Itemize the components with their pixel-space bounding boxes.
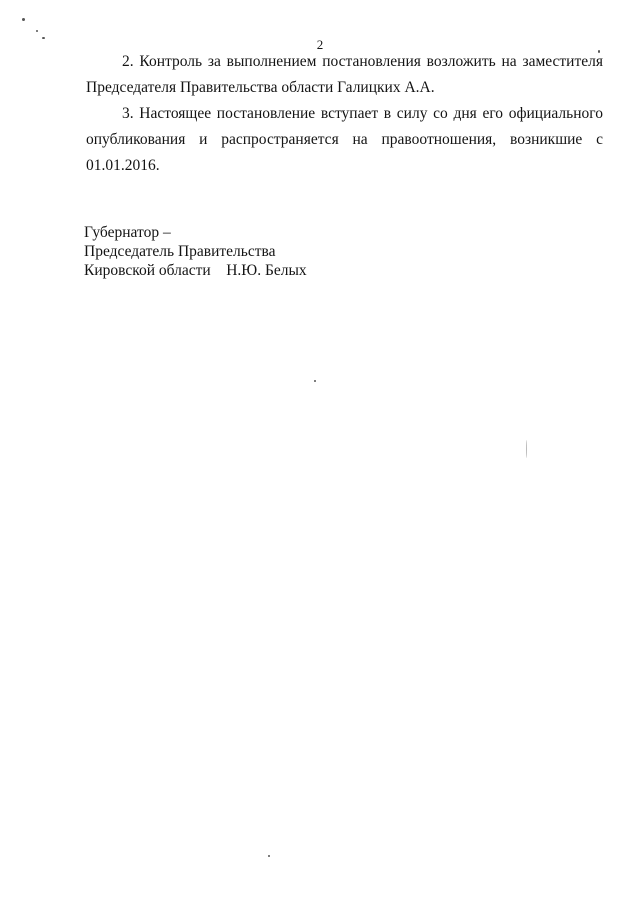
paragraph-3: 3. Настоящее постановление вступает в силу со дня его официального опубликования и распространяется на правоотношения, возникшие с 01.01.2016. xyxy=(86,105,603,174)
scan-speck xyxy=(268,855,270,857)
scan-speck xyxy=(42,37,45,39)
page-number: 2 xyxy=(316,37,324,52)
paragraph-2: 2. Контроль за выполнением постановления возложить на заместителя Председателя Правительства области Галицких А.А. xyxy=(86,53,603,96)
signature-position-line: Председатель Правительства xyxy=(84,243,276,260)
scan-speck xyxy=(22,18,25,21)
scan-speck xyxy=(598,50,600,53)
scan-speck xyxy=(526,440,527,458)
signature-title-line: Губернатор – xyxy=(84,224,171,241)
signature-block xyxy=(84,223,307,280)
scan-speck xyxy=(314,380,316,382)
signature-name-line: Кировской области Н.Ю. Белых xyxy=(84,262,307,279)
scan-speck xyxy=(36,30,38,32)
